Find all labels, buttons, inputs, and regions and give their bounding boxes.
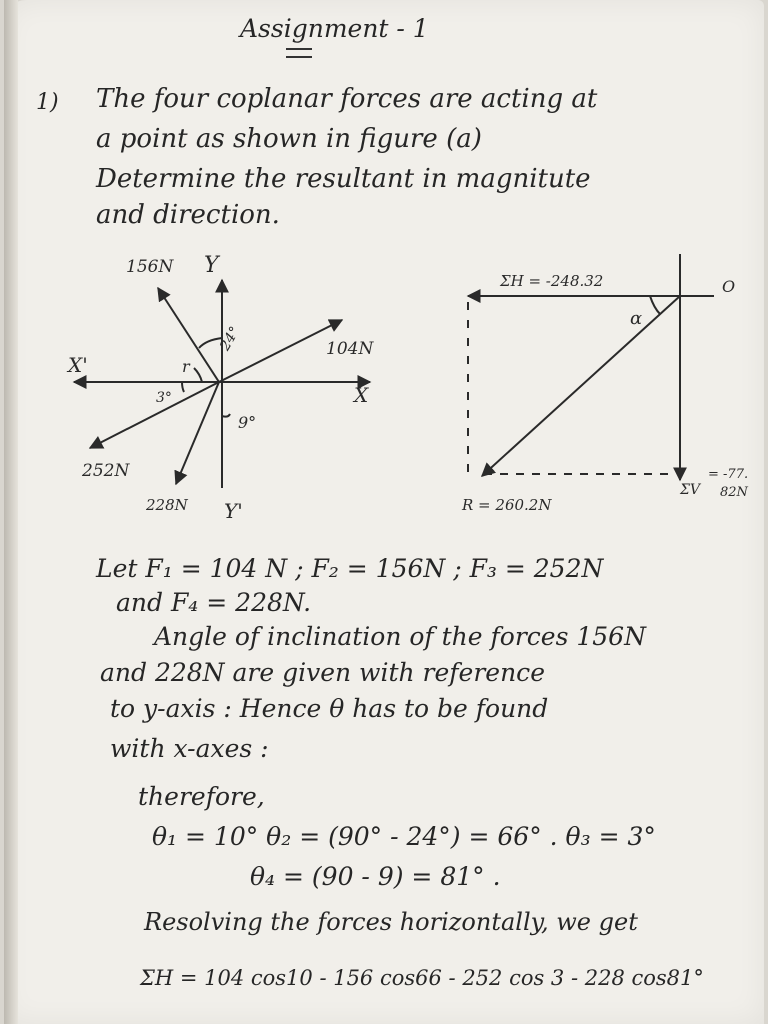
page-edge <box>4 0 18 1024</box>
body-line-9: θ₄ = (90 - 9) = 81° . <box>250 862 501 891</box>
title-underline <box>286 48 312 58</box>
label-axis-y: Y <box>204 253 219 278</box>
label-angle-3: 3° <box>156 390 172 406</box>
label-sum-v-value: = -77. <box>708 467 749 482</box>
label-resultant: R = 260.2N <box>462 496 552 514</box>
label-angle-9: 9° <box>238 413 257 432</box>
label-angle-24: 24° <box>217 323 244 354</box>
label-228n: 228N <box>146 496 188 514</box>
angle-arc-r <box>194 368 202 382</box>
label-sum-v-unit: 82N <box>720 485 748 500</box>
label-axis-x-prime: X' <box>68 353 88 377</box>
question-number: 1) <box>36 90 59 115</box>
force-252-arrow <box>90 382 219 448</box>
label-angle-r: r <box>182 357 190 376</box>
body-line-5: to y-axis : Hence θ has to be found <box>110 694 549 723</box>
body-line-11: ΣH = 104 cos10 - 156 cos66 - 252 cos 3 - 228 cos81° <box>140 966 704 990</box>
resultant-arrow <box>482 296 680 476</box>
notebook-page <box>4 0 764 1024</box>
label-alpha: α <box>630 308 643 329</box>
problem-line-3: Determine the resultant in magnitute <box>96 164 591 194</box>
label-252n: 252N <box>82 461 130 481</box>
page-title: Assignment - 1 <box>240 14 429 43</box>
body-line-1: Let F₁ = 104 N ; F₂ = 156N ; F₃ = 252N <box>96 554 604 583</box>
body-line-10: Resolving the forces horizontally, we get <box>144 908 638 936</box>
angle-arc-9 <box>222 414 230 417</box>
force-diagram <box>54 240 414 540</box>
problem-line-4: and direction. <box>96 200 280 230</box>
body-line-7: therefore, <box>138 782 265 811</box>
body-line-3: Angle of inclination of the forces 156N <box>154 622 646 651</box>
body-line-4: and 228N are given with reference <box>100 658 545 687</box>
body-line-8: θ₁ = 10° θ₂ = (90° - 24°) = 66° . θ₃ = 3° <box>152 822 656 851</box>
label-origin: O <box>722 277 736 296</box>
label-156n: 156N <box>126 257 174 277</box>
alpha-arc <box>650 296 660 314</box>
label-sum-v: ΣV <box>680 482 701 498</box>
label-sum-h: ΣH = -248.32 <box>500 272 604 290</box>
resultant-diagram <box>444 248 764 528</box>
label-104n: 104N <box>326 339 374 359</box>
body-line-6: with x-axes : <box>110 734 269 763</box>
label-axis-x: X <box>354 383 369 407</box>
angle-arc-3 <box>182 382 184 392</box>
problem-line-2: a point as shown in figure (a) <box>96 124 482 154</box>
force-228-arrow <box>176 382 219 484</box>
body-line-2: and F₄ = 228N. <box>116 588 312 617</box>
label-axis-y-prime: Y' <box>224 499 243 523</box>
problem-line-1: The four coplanar forces are acting at <box>96 84 598 114</box>
